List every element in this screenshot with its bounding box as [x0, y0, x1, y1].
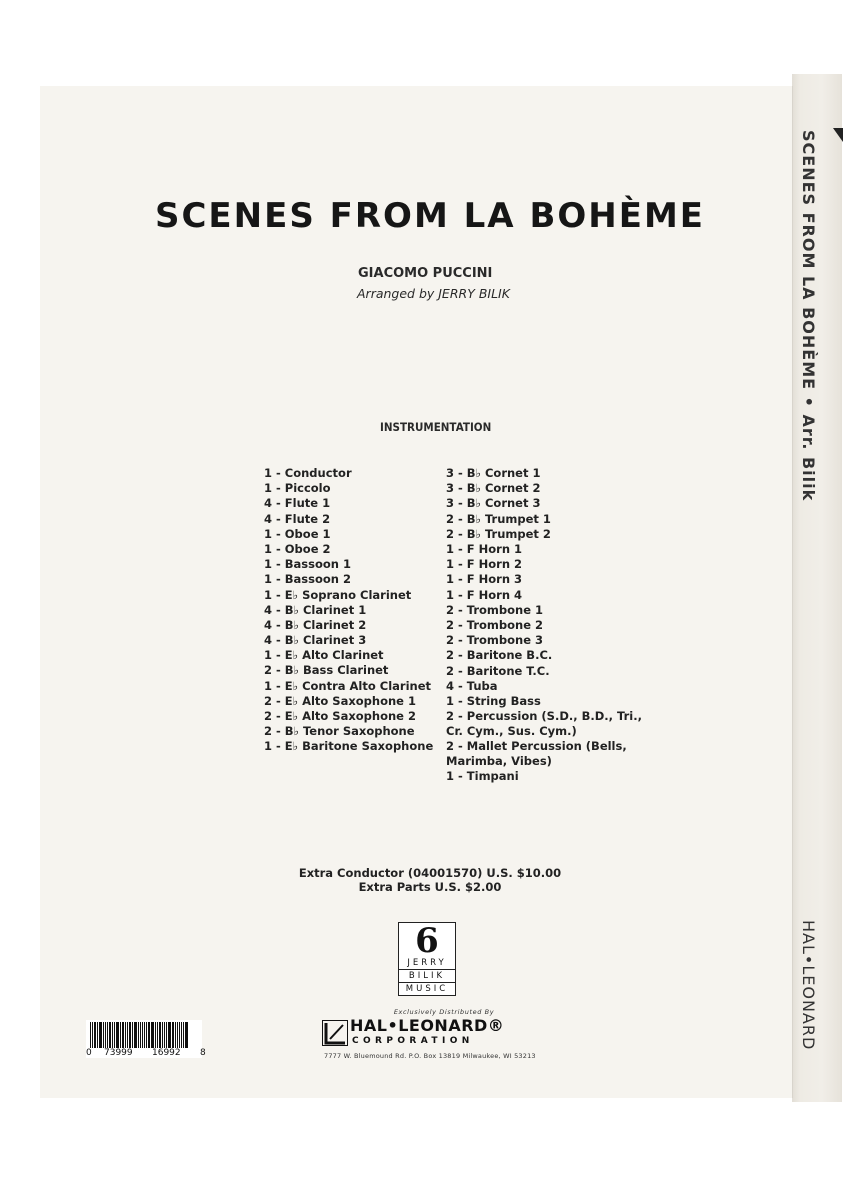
list-item: 1 - Conductor	[264, 466, 352, 480]
list-item: 1 - E♭ Alto Clarinet	[264, 648, 384, 663]
list-item: 2 - Baritone B.C.	[446, 648, 553, 663]
list-item: 1 - F Horn 4	[446, 587, 523, 602]
list-item: 1 - Bassoon 2	[264, 572, 351, 587]
instrument-list-left	[264, 466, 433, 755]
barcode-bar	[162, 1022, 163, 1048]
barcode-bar	[109, 1022, 111, 1048]
list-item: 2 - B♭ Tenor Saxophone	[264, 724, 415, 739]
barcode-bar	[134, 1022, 137, 1048]
barcode-bar	[181, 1022, 182, 1048]
list-item: 2 - E♭ Alto Saxophone 2	[264, 709, 416, 723]
publisher-name: HAL•LEONARD®	[350, 1016, 505, 1035]
list-item: 3 - B♭ Cornet 3	[446, 496, 541, 511]
barcode-lead-digit: 0	[86, 1048, 92, 1058]
barcode-bar	[105, 1022, 106, 1048]
barcode-bar	[99, 1022, 102, 1048]
barcode-bar	[125, 1022, 126, 1048]
barcode-bar	[179, 1022, 181, 1048]
list-item: 1 - E♭ Soprano Clarinet	[264, 587, 412, 602]
list-item: 4 - B♭ Clarinet 2	[264, 617, 367, 632]
barcode-bar	[107, 1022, 109, 1048]
page-title: SCENES FROM LA BOHÈME	[154, 196, 706, 236]
list-item: 4 - B♭ Clarinet 3	[264, 633, 367, 648]
logo-line-bilik: BILIK	[399, 969, 455, 982]
instrumentation-heading: INSTRUMENTATION	[380, 420, 492, 434]
barcode-bar	[116, 1022, 119, 1048]
list-item: 1 - Bassoon 1	[264, 557, 351, 572]
barcode-bar	[94, 1022, 96, 1048]
barcode-bar	[146, 1022, 147, 1048]
list-item: 2 - Trombone 2	[446, 618, 544, 633]
list-item: 4 - Flute 2	[264, 511, 331, 526]
barcode-bar	[172, 1022, 174, 1048]
barcode-bar	[185, 1022, 188, 1048]
instrument-list-right	[446, 466, 646, 784]
extra-conductor-price: Extra Conductor (04001570) U.S. $10.00	[298, 866, 562, 880]
barcode-bar	[103, 1022, 104, 1048]
extra-parts-price: Extra Parts U.S. $2.00	[358, 880, 502, 894]
list-item: 2 - Trombone 3	[446, 633, 544, 648]
list-item: 1 - F Horn 2	[446, 557, 523, 572]
barcode	[90, 1022, 198, 1048]
spine-publisher: HAL•LEONARD	[799, 920, 818, 1051]
list-item: 2 - Mallet Percussion (Bells, Marimba, Vibes)	[446, 739, 627, 769]
logo-words	[399, 957, 455, 995]
barcode-group-1: 73999	[104, 1048, 133, 1058]
list-item: 3 - B♭ Cornet 1	[446, 466, 541, 480]
barcode-bar	[127, 1022, 128, 1048]
list-item: 1 - Timpani	[446, 769, 519, 784]
composer: GIACOMO PUCCINI	[358, 266, 493, 281]
list-item: 1 - E♭ Baritone Saxophone	[264, 739, 434, 754]
distribution-label: Exclusively Distributed By	[393, 1008, 495, 1016]
barcode-bar	[164, 1022, 165, 1048]
list-item: 1 - F Horn 1	[446, 542, 523, 557]
barcode-bar	[142, 1022, 144, 1048]
list-item: 3 - B♭ Cornet 2	[446, 481, 541, 496]
barcode-bar	[159, 1022, 161, 1048]
barcode-bar	[183, 1022, 184, 1048]
barcode-group-2: 16992	[152, 1048, 181, 1058]
barcode-bar	[132, 1022, 133, 1048]
barcode-bar	[155, 1022, 156, 1048]
barcode-bar	[177, 1022, 178, 1048]
list-item: 1 - F Horn 3	[446, 572, 523, 587]
logo-line-music: MUSIC	[399, 982, 455, 995]
list-item: 2 - B♭ Trumpet 1	[446, 511, 551, 526]
arranger: Arranged by JERRY BILIK	[357, 286, 510, 301]
barcode-bar	[166, 1022, 167, 1048]
list-item: 1 - Oboe 1	[264, 526, 331, 541]
barcode-bar	[144, 1022, 145, 1048]
barcode-bar	[148, 1022, 150, 1048]
logo-six-glyph: 6	[415, 921, 439, 961]
list-item: 1 - String Bass	[446, 694, 541, 709]
barcode-bar	[90, 1022, 91, 1048]
hal-leonard-logo-icon	[322, 1020, 348, 1046]
barcode-bar	[120, 1022, 121, 1048]
publisher-address: 7777 W. Bluemound Rd. P.O. Box 13819 Milwaukee, WI 53213	[324, 1052, 536, 1060]
publisher-corporation: CORPORATION	[352, 1036, 474, 1046]
barcode-bar	[168, 1022, 171, 1048]
list-item: 2 - Baritone T.C.	[446, 663, 550, 678]
logo-line-jerry: JERRY	[407, 958, 447, 968]
list-item: 2 - E♭ Alto Saxophone 1	[264, 693, 416, 708]
barcode-bar	[114, 1022, 115, 1048]
list-item: 4 - Flute 1	[264, 496, 331, 511]
barcode-check-digit: 8	[200, 1048, 206, 1058]
list-item: 2 - B♭ Bass Clarinet	[264, 663, 389, 678]
barcode-bar	[129, 1022, 131, 1048]
barcode-bar	[140, 1022, 141, 1048]
barcode-bar	[175, 1022, 176, 1048]
list-item: 1 - Piccolo	[264, 481, 331, 496]
list-item: 1 - E♭ Contra Alto Clarinet	[264, 678, 432, 693]
barcode-bar	[97, 1022, 98, 1048]
list-item: 2 - B♭ Trumpet 2	[446, 526, 551, 541]
spine-title: SCENES FROM LA BOHÈME • Arr. Bilik	[799, 130, 818, 502]
barcode-bar	[112, 1022, 113, 1048]
list-item: 4 - B♭ Clarinet 1	[264, 602, 367, 617]
pricing-info	[0, 866, 845, 894]
barcode-bar	[151, 1022, 154, 1048]
list-item: 1 - Oboe 2	[264, 541, 331, 556]
list-item: 4 - Tuba	[446, 678, 498, 693]
barcode-bar	[138, 1022, 139, 1048]
barcode-bar	[157, 1022, 158, 1048]
barcode-bar	[92, 1022, 93, 1048]
hal-leonard-glyph	[323, 1021, 347, 1045]
list-item: 2 - Trombone 1	[446, 602, 544, 617]
list-item: 2 - Percussion (S.D., B.D., Tri., Cr. Cym., Sus. Cym.)	[446, 709, 642, 739]
barcode-bar	[122, 1022, 124, 1048]
jerry-bilik-logo	[398, 922, 456, 996]
